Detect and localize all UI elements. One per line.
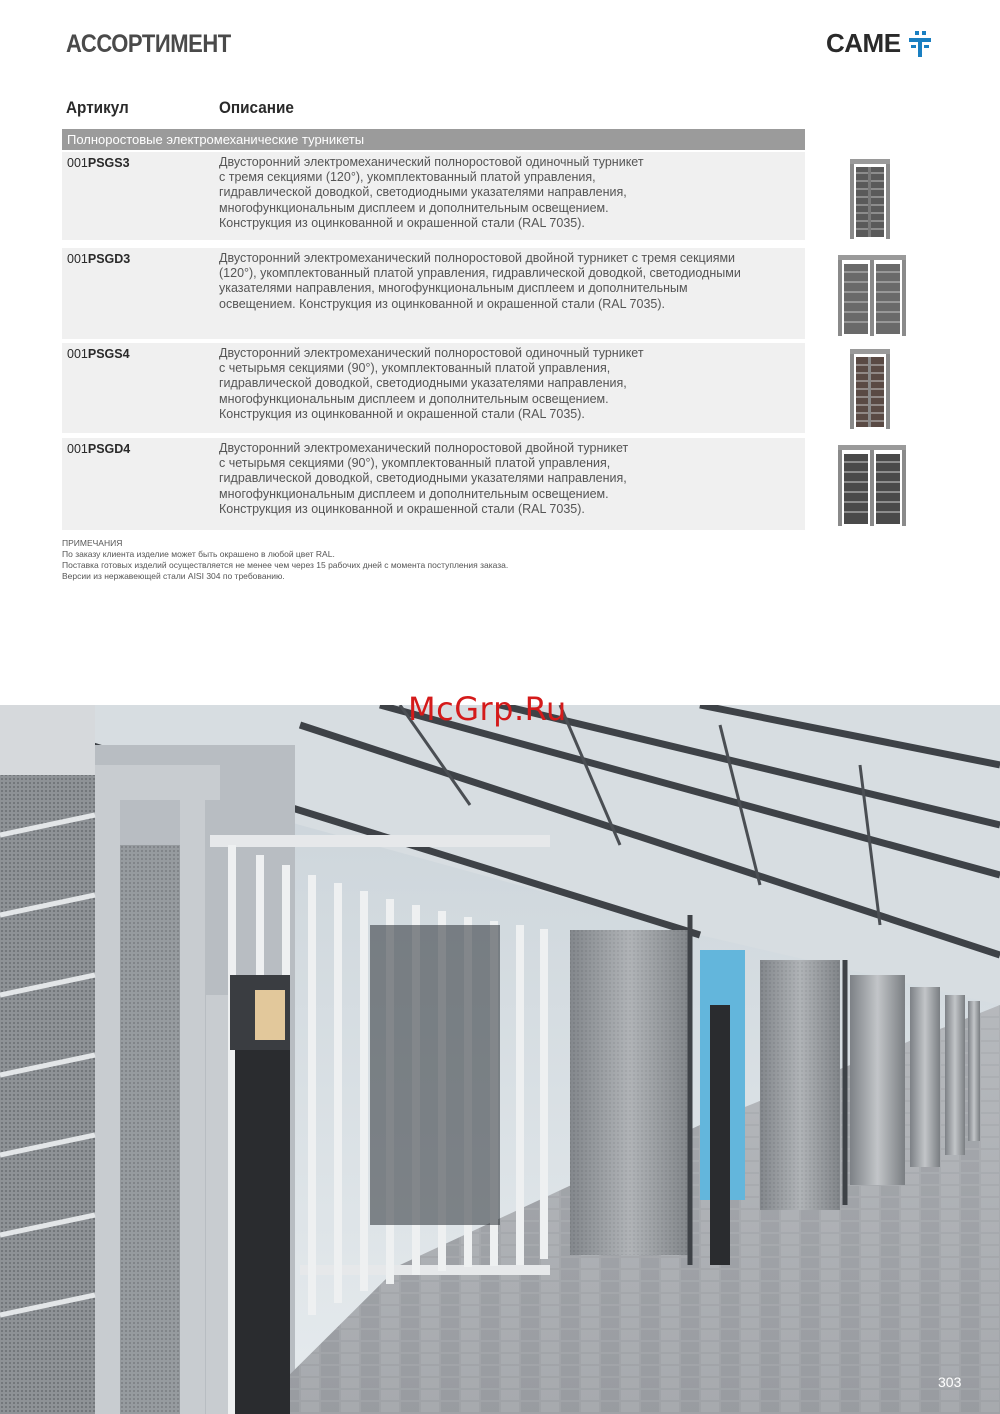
came-logo (826, 28, 935, 59)
article-code: 001PSGS3 (67, 156, 130, 170)
section-title-bar: Полноростовые электромеханические турникеты (62, 129, 805, 150)
turnstile-single-3-image (846, 157, 894, 241)
turnstile-double-3-image (836, 252, 908, 338)
watermark: McGrp.Ru (408, 690, 567, 728)
page-number: 303 (938, 1374, 962, 1390)
table-row (62, 248, 805, 339)
table-row (62, 343, 805, 433)
article-description: Двусторонний электромеханический полноростовой двойной турникет с тремя секциями (120°), укомплектованный платой управления, гидравлической доводкой, светодиодными указателями направления, многофункциональным дисплеем и дополнительным освещением. Конструкция из оцинкованной и окрашенной стали (RAL 7035). (219, 251, 741, 311)
turnstile-double-4-image (836, 442, 908, 528)
article-code: 001PSGD3 (67, 252, 131, 266)
turnstile-single-4-image (846, 347, 894, 431)
article-code: 001PSGD4 (67, 442, 131, 456)
came-mark-icon (905, 29, 935, 59)
logo-text: CAME (826, 28, 901, 58)
article-description: Двусторонний электромеханический полноростовой одиночный турникет с тремя секциями (120°), укомплектованный платой управления, гидравлической доводкой, светодиодными указателями направления, многофункциональным дисплеем и дополнительным освещением. Конструкция из оцинкованной и окрашенной стали (RAL 7035). (219, 155, 644, 230)
article-code: 001PSGS4 (67, 347, 130, 361)
article-description: Двусторонний электромеханический полноростовой двойной турникет с четырьмя секциями (90°), укомплектованный платой управления, гидравлической доводкой, светодиодными указателями направления, многофункциональным дисплеем и дополнительным освещением. Конструкция из оцинкованной и окрашенной стали (RAL 7035). (219, 441, 629, 516)
notes-heading: ПРИМЕЧАНИЯ (62, 538, 123, 548)
table-row (62, 152, 805, 240)
column-header-description: Описание (219, 98, 294, 117)
turnstiles-installation-photo (0, 705, 1000, 1414)
notes: ПРИМЕЧАНИЯ По заказу клиента изделие может быть окрашено в любой цвет RAL. Поставка готовых изделий осуществляется не менее чем через 15 рабочих дней с момента поступления заказа. Версии из нержавеющей стали AISI 304 по требованию. (62, 538, 509, 581)
column-header-article: Артикул (66, 98, 129, 117)
article-description: Двусторонний электромеханический полноростовой одиночный турникет с четырьмя секциями (90°), укомплектованный платой управления, гидравлической доводкой, светодиодными указателями направления, многофункциональным дисплеем и дополнительным освещением. Конструкция из оцинкованной и окрашенной стали (RAL 7035). (219, 346, 644, 421)
table-row (62, 438, 805, 530)
page-title: АССОРТИМЕНТ (66, 30, 231, 58)
